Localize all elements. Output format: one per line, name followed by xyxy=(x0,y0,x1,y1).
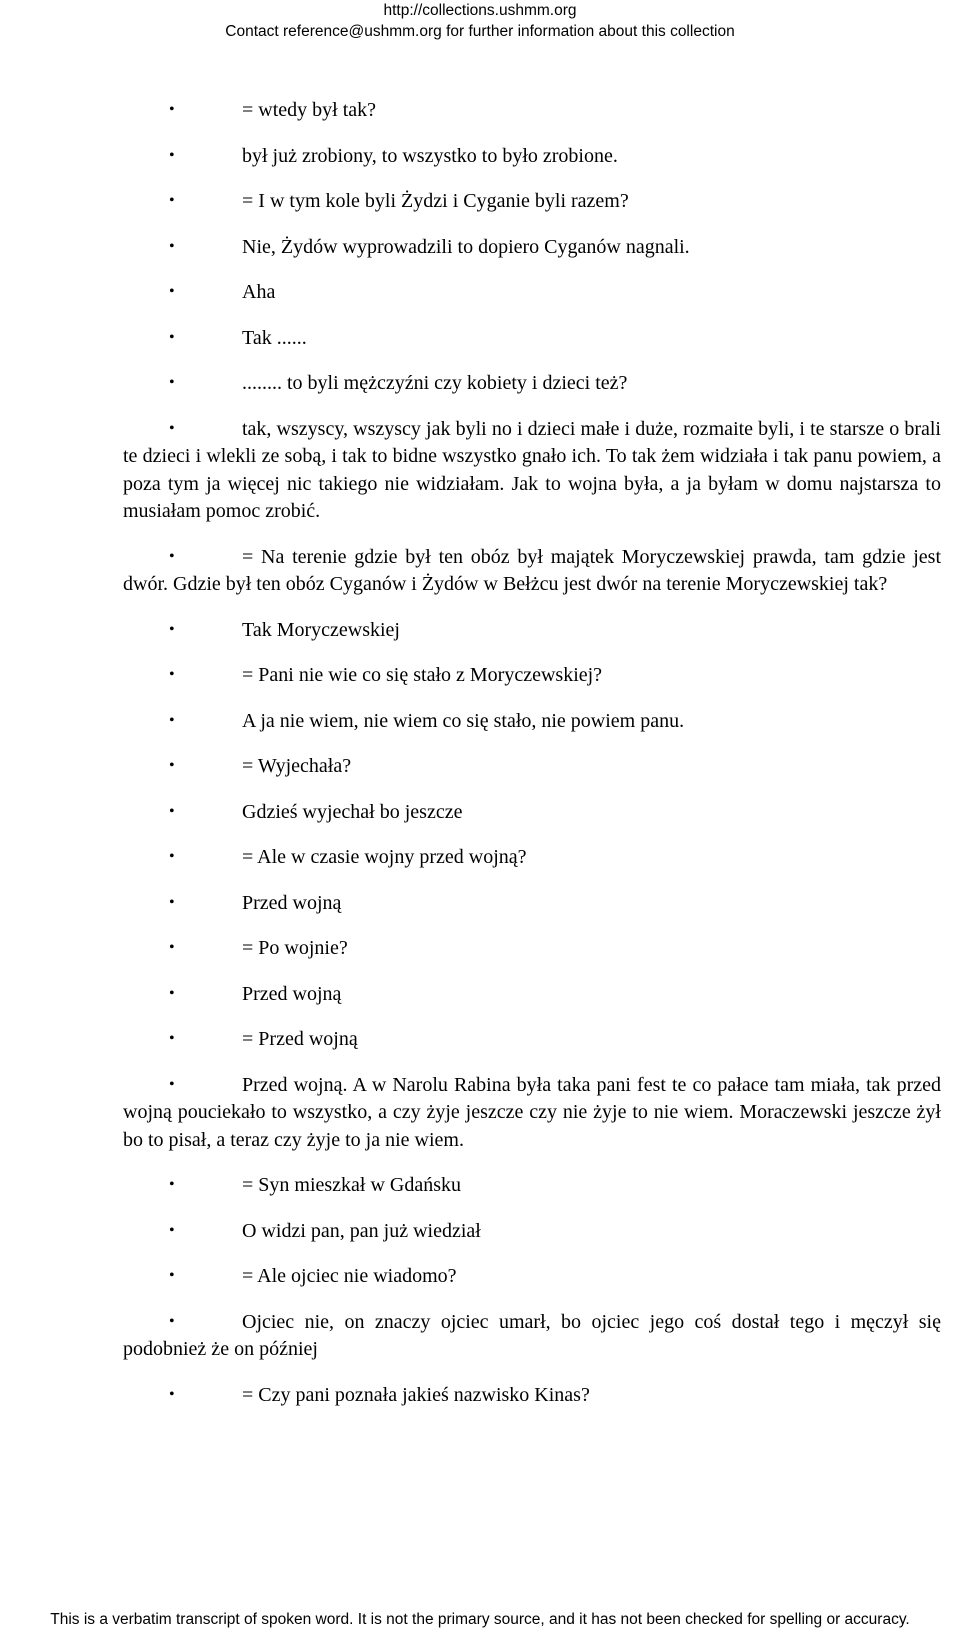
bullet-icon: • xyxy=(169,1075,175,1093)
entry-text: Przed wojną xyxy=(242,982,342,1005)
transcript-entry xyxy=(123,934,941,963)
bullet-icon: • xyxy=(169,711,175,729)
transcript-entry xyxy=(123,980,941,1009)
transcript-entry xyxy=(123,752,941,781)
page-header xyxy=(0,0,960,42)
bullet-icon: • xyxy=(169,1176,175,1193)
transcript-entry xyxy=(123,1381,941,1410)
contact-line: Contact reference@ushmm.org for further information about this collection xyxy=(225,23,735,40)
bullet-icon: • xyxy=(169,1385,175,1403)
transcript-entry xyxy=(123,142,941,171)
bullet-icon: • xyxy=(169,146,175,164)
transcript-entry xyxy=(123,1071,941,1155)
bullet-icon: • xyxy=(169,1312,175,1330)
bullet-icon: • xyxy=(169,419,175,437)
entry-text: = Ale w czasie wojny przed wojną? xyxy=(242,846,527,868)
transcript-entry xyxy=(123,661,941,690)
entry-text: Tak ...... xyxy=(242,326,307,349)
bullet-icon: • xyxy=(169,1267,175,1284)
entry-text: tak, wszyscy, wszyscy jak byli no i dzieci małe i duże, rozmaite byli, i te starsze o brali te dzieci i wlekli ze sobą, i tak to bidne wszystko gnało ich. To tak żem widziała i tak panu powiem, a poza tym ja więcej nic takiego nie widziałam. Jak to wojna była, a ja byłam w domu najstarsza to musiałam pomoc zrobić. xyxy=(123,417,941,522)
bullet-icon: • xyxy=(169,757,175,774)
transcript-entry xyxy=(123,415,941,526)
entry-text: ........ to byli mężczyźni czy kobiety i dzieci też? xyxy=(242,372,628,394)
bullet-icon: • xyxy=(169,848,175,865)
bullet-icon: • xyxy=(169,192,175,209)
entry-text: = wtedy był tak? xyxy=(242,99,377,121)
entry-text: Przed wojną. A w Narolu Rabina była taka pani fest te co pałace tam miała, tak przed wojną pouciekało to wszystko, a czy żyje jeszcze czy nie żyje to nie wiem. Moraczewski jeszcze żył bo to pisał, a teraz czy żyje to ja nie wiem. xyxy=(123,1073,941,1151)
entry-text: = Przed wojną xyxy=(242,1028,358,1050)
transcript-entry xyxy=(123,1262,941,1291)
transcript-body xyxy=(123,96,941,1426)
entry-text: = I w tym kole byli Żydzi i Cyganie byli razem? xyxy=(242,190,629,212)
entry-text: = Syn mieszkał w Gdańsku xyxy=(242,1174,462,1196)
entry-text: = Wyjechała? xyxy=(242,755,352,777)
collection-url: http://collections.ushmm.org xyxy=(383,2,577,19)
transcript-entry xyxy=(123,233,941,262)
transcript-entry xyxy=(123,187,941,216)
bullet-icon: • xyxy=(169,237,175,255)
bullet-icon: • xyxy=(169,1221,175,1239)
entry-text: = Po wojnie? xyxy=(242,937,348,959)
entry-text: Ojciec nie, on znaczy ojciec umarł, bo ojciec jego coś dostał tego i męczył się podobnież że on później xyxy=(123,1310,941,1360)
transcript-entry xyxy=(123,369,941,398)
bullet-icon: • xyxy=(169,893,175,911)
transcript-entry xyxy=(123,1171,941,1200)
transcript-entry xyxy=(123,843,941,872)
transcript-entry xyxy=(123,278,941,307)
entry-text: Aha xyxy=(242,281,276,303)
bullet-icon: • xyxy=(169,374,175,391)
bullet-icon: • xyxy=(169,620,175,638)
entry-text: = Na terenie gdzie był ten obóz był majątek Moryczewskiej prawda, tam gdzie jest dwór. Gdzie był ten obóz Cyganów i Żydów w Bełżcu jest dwór na terenie Moryczewskiej tak? xyxy=(123,545,941,595)
entry-text: Tak Moryczewskiej xyxy=(242,618,400,641)
entry-text: = Pani nie wie co się stało z Moryczewskiej? xyxy=(242,664,603,686)
bullet-icon: • xyxy=(169,984,175,1002)
entry-text: = Czy pani poznała jakieś nazwisko Kinas? xyxy=(242,1383,590,1406)
entry-text: A ja nie wiem, nie wiem co się stało, nie powiem panu. xyxy=(242,709,685,732)
entry-text: = Ale ojciec nie wiadomo? xyxy=(242,1265,457,1287)
transcript-entry xyxy=(123,1025,941,1054)
bullet-icon: • xyxy=(169,547,175,565)
bullet-icon: • xyxy=(169,283,175,300)
bullet-icon: • xyxy=(169,328,175,346)
bullet-icon: • xyxy=(169,939,175,956)
transcript-entry xyxy=(123,889,941,918)
transcript-entry xyxy=(123,96,941,125)
entry-text: Nie, Żydów wyprowadzili to dopiero Cyganów nagnali. xyxy=(242,235,690,258)
transcript-entry xyxy=(123,543,941,599)
entry-text: był już zrobiony, to wszystko to było zrobione. xyxy=(242,144,618,167)
bullet-icon: • xyxy=(169,101,175,118)
disclaimer-footer: This is a verbatim transcript of spoken word. It is not the primary source, and it has not been checked for spelling or accuracy. xyxy=(50,1611,910,1628)
transcript-entry xyxy=(123,707,941,736)
entry-text: Gdzieś wyjechał bo jeszcze xyxy=(242,800,463,823)
transcript-entry xyxy=(123,1217,941,1246)
entry-text: Przed wojną xyxy=(242,891,342,914)
transcript-entry xyxy=(123,1308,941,1364)
entry-text: O widzi pan, pan już wiedział xyxy=(242,1219,481,1242)
bullet-icon: • xyxy=(169,666,175,683)
bullet-icon: • xyxy=(169,1030,175,1047)
transcript-entry xyxy=(123,616,941,645)
transcript-entry xyxy=(123,798,941,827)
bullet-icon: • xyxy=(169,802,175,820)
transcript-entry xyxy=(123,324,941,353)
